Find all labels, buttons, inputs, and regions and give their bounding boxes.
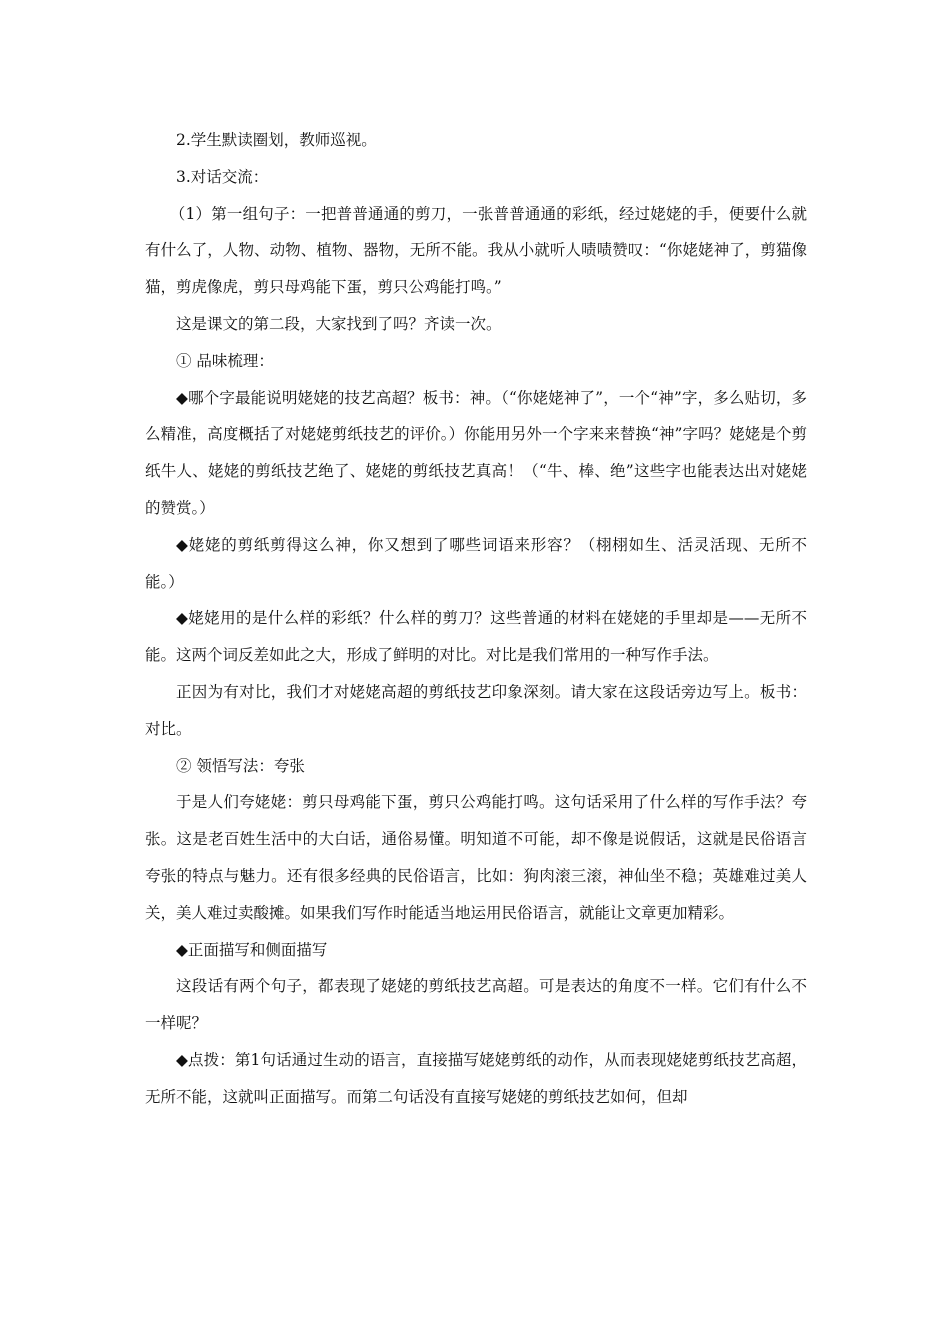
paragraph-heading-exaggeration: ② 领悟写法：夸张 xyxy=(176,756,305,775)
paragraph-two-sentences: 这段话有两个句子，都表现了姥姥的剪纸技艺高超。可是表达的角度不一样。它们有什么不一样呢？ xyxy=(145,977,807,1033)
paragraph-second-section-note: 这是课文的第二段，大家找到了吗？齐读一次。 xyxy=(176,314,502,333)
paragraph-bullet-guidance: ◆点拨：第1句话通过生动的语言，直接描写姥姥剪纸的动作，从而表现姥姥剪纸技艺高超，无所不能，这就叫正面描写。而第二句话没有直接写姥姥的剪纸技艺如何，但却 xyxy=(145,1050,807,1106)
paragraph-step-2: 2.学生默读圈划，教师巡视。 xyxy=(176,131,377,149)
paragraph-exaggeration-body: 于是人们夸姥姥：剪只母鸡能下蛋，剪只公鸡能打鸣。这句话采用了什么样的写作手法？夸张。这是老百姓生活中的大白话，通俗易懂。明知道不可能，却不像是说假话，这就是民俗语言夸张的特点与魅力。还有很多经典的民俗语言，比如：狗肉滚三滚，神仙坐不稳；英雄难过美人关，美人难过卖酸摊。如果我们写作时能适当地运用民俗语言，就能让文章更加精彩。 xyxy=(145,793,807,922)
paragraph-heading-appreciation: ① 品味梳理： xyxy=(176,351,274,370)
paragraph-sentence-group-1: （1）第一组句子：一把普普通通的剪刀，一张普普通通的彩纸，经过姥姥的手，便要什么就有什么了，人物、动物、植物、器物，无所不能。我从小就听人啧啧赞叹：“你姥姥神了，剪猫像猫，剪虎像虎，剪只母鸡能下蛋，剪只公鸡能打鸣。” xyxy=(145,204,807,297)
paragraph-bullet-shen: ◆哪个字最能说明姥姥的技艺高超？板书：神。（“你姥姥神了”，一个“神”字，多么贴切，多么精准，高度概括了对姥姥剪纸技艺的评价。）你能用另外一个字来来替换“神”字吗？姥姥是个剪纸牛人、姥姥的剪纸技艺绝了、姥姥的剪纸技艺真高！（“牛、棒、绝”这些字也能表达出对姥姥的赞赏。） xyxy=(145,388,807,517)
paragraph-bullet-description-types: ◆正面描写和侧面描写 xyxy=(176,940,328,959)
document-page xyxy=(145,122,807,1116)
paragraph-contrast-note: 正因为有对比，我们才对姥姥高超的剪纸技艺印象深刻。请大家在这段话旁边写上。板书：对比。 xyxy=(145,682,807,738)
paragraph-bullet-describe-words: ◆姥姥的剪纸剪得这么神，你又想到了哪些词语来形容？（栩栩如生、活灵活现、无所不能。） xyxy=(145,535,807,591)
paragraph-bullet-contrast: ◆姥姥用的是什么样的彩纸？什么样的剪刀？这些普通的材料在姥姥的手里却是——无所不能。这两个词反差如此之大，形成了鲜明的对比。对比是我们常用的一种写作手法。 xyxy=(145,609,807,665)
paragraph-step-3: 3.对话交流： xyxy=(176,167,269,186)
